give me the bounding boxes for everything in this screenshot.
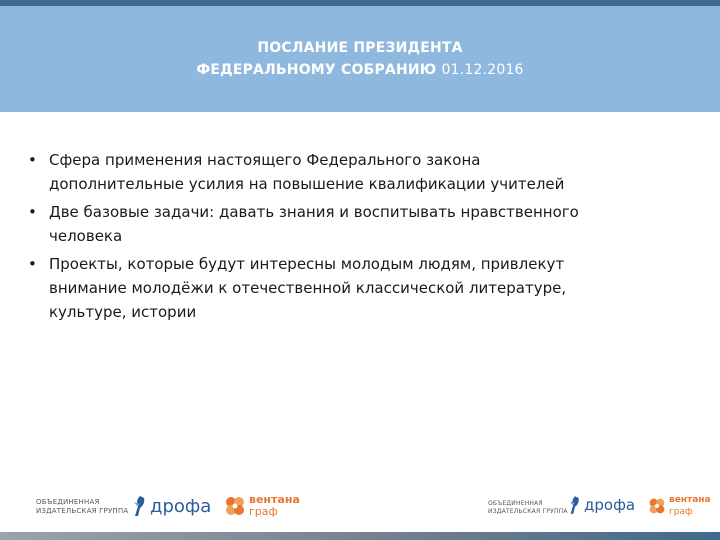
slide-title-text: ФЕДЕРАЛЬНОМУ СОБРАНИЮ	[196, 62, 437, 78]
ventana-flower-icon	[224, 495, 246, 517]
footer-logos	[0, 488, 720, 532]
org-name-line1: ОБЪЕДИНЕННАЯ	[488, 500, 543, 507]
org-name-line1: ОБЪЕДИНЕННАЯ	[36, 498, 100, 506]
drofa-text: дрофа	[150, 495, 212, 517]
drofa-logo	[132, 494, 211, 518]
bullet-item-2	[28, 200, 678, 248]
ventana-text	[249, 494, 300, 518]
bullet-line: внимание молодёжи к отечественной классической литературе,	[49, 279, 567, 297]
bullet-line: дополнительные усилия на повышение квалификации учителей	[49, 175, 565, 193]
drofa-text: дрофа	[584, 496, 636, 514]
bullet-line: человека	[49, 227, 123, 245]
drofa-bird-icon	[132, 494, 148, 518]
bullet-line: Сфера применения настоящего Федерального закона	[49, 151, 481, 169]
bullet-item-3	[28, 252, 678, 324]
ventana-graf: граф	[249, 505, 278, 518]
ventana-graf: граф	[669, 507, 693, 517]
ventana-text	[669, 494, 711, 518]
logo-group-left	[36, 488, 306, 532]
org-name	[488, 500, 568, 516]
bullet-line: культуре, истории	[49, 303, 197, 321]
ventana-flower-icon	[648, 497, 666, 515]
slide-title-line1: ПОСЛАНИЕ ПРЕЗИДЕНТА	[257, 40, 463, 56]
bottom-stripe	[0, 532, 720, 540]
bullet-item-1	[28, 148, 678, 196]
slide-header	[0, 6, 720, 112]
bullet-marker: •	[28, 255, 37, 273]
bullet-line: Две базовые задачи: давать знания и воспитывать нравственного	[49, 203, 579, 221]
ventana-name: вентана	[249, 493, 300, 506]
org-name	[36, 498, 128, 516]
ventana-logo	[648, 494, 711, 518]
bullet-list	[28, 148, 678, 324]
org-name-line2: ИЗДАТЕЛЬСКАЯ ГРУППА	[488, 508, 568, 515]
drofa-logo	[568, 494, 635, 516]
ventana-name: вентана	[669, 495, 711, 505]
bullet-marker: •	[28, 151, 37, 169]
slide-content	[28, 148, 678, 328]
org-name-line2: ИЗДАТЕЛЬСКАЯ ГРУППА	[36, 507, 129, 515]
slide-date: 01.12.2016	[441, 62, 524, 78]
logo-group-right	[488, 488, 711, 532]
ventana-logo	[224, 494, 300, 518]
bullet-line: Проекты, которые будут интересны молодым людям, привлекут	[49, 255, 565, 273]
bullet-marker: •	[28, 203, 37, 221]
drofa-bird-icon	[568, 494, 582, 516]
slide-title-line2	[196, 59, 523, 81]
